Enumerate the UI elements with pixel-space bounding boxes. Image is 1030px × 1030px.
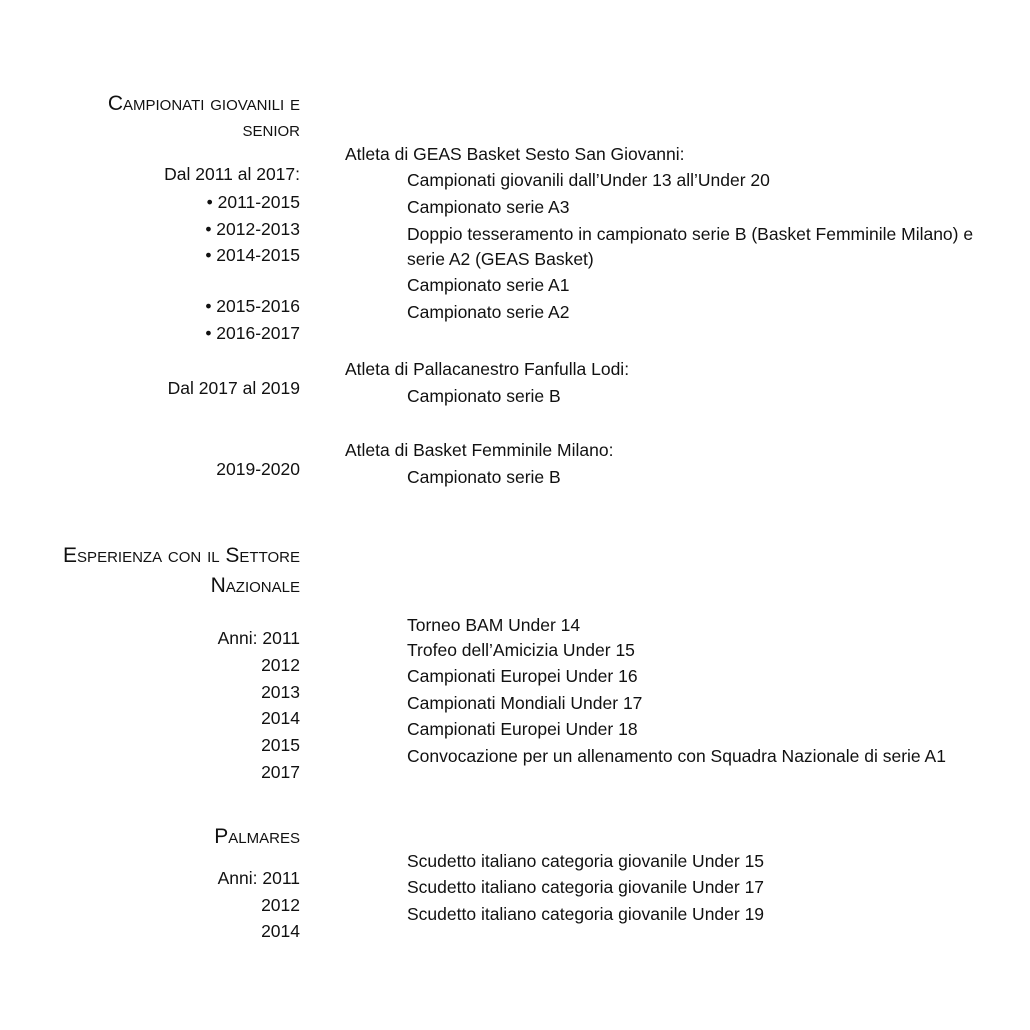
list-item: Scudetto italiano categoria giovanile Under 17 — [407, 877, 765, 897]
club-title: Atleta di GEAS Basket Sesto San Giovanni: — [345, 144, 685, 164]
list-item: Campionati giovanili dall’Under 13 all’Under 20 — [407, 170, 770, 190]
list-item: serie A2 (GEAS Basket) — [407, 249, 594, 269]
list-item: Convocazione per un allenamento con Squadra Nazionale di serie A1 — [407, 746, 946, 766]
section-heading-campionati: Campionati giovanili e — [107, 92, 300, 115]
club-title: Atleta di Basket Femminile Milano: — [345, 440, 614, 460]
list-item: Scudetto italiano categoria giovanile Under 15 — [407, 851, 765, 871]
section-heading-campionati-line2: senior — [242, 118, 300, 141]
list-item: Campionato serie A2 — [407, 302, 570, 322]
date-label: • 2016-2017 — [205, 323, 300, 343]
date-label: • 2011-2015 — [206, 192, 300, 212]
date-label: Dal 2017 al 2019 — [167, 378, 300, 398]
section-heading-nazionale-line2: Nazionale — [210, 574, 300, 597]
year-label: 2015 — [261, 735, 300, 755]
list-item: Campionati Mondiali Under 17 — [407, 693, 643, 713]
year-label: 2014 — [261, 708, 300, 728]
date-label: Dal 2011 al 2017: — [164, 164, 300, 184]
date-label: • 2012-2013 — [205, 219, 300, 239]
list-item: Scudetto italiano categoria giovanile Under 19 — [407, 904, 765, 924]
list-item: Campionati Europei Under 16 — [407, 666, 638, 686]
section-heading-palmares: Palmares — [214, 825, 300, 848]
list-item: Campionati Europei Under 18 — [407, 719, 638, 739]
year-label: Anni: 2011 — [217, 628, 300, 648]
date-label: • 2015-2016 — [205, 296, 300, 316]
list-item: Doppio tesseramento in campionato serie B (Basket Femminile Milano) e — [407, 224, 974, 244]
list-item: Torneo BAM Under 14 — [407, 615, 581, 635]
year-label: Anni: 2011 — [217, 868, 300, 888]
year-label: 2012 — [261, 895, 300, 915]
date-label: • 2014-2015 — [205, 245, 300, 265]
year-label: 2014 — [261, 921, 300, 941]
club-title: Atleta di Pallacanestro Fanfulla Lodi: — [345, 359, 630, 379]
year-label: 2017 — [261, 762, 300, 782]
list-item: Campionato serie B — [407, 386, 561, 406]
list-item: Campionato serie A3 — [407, 197, 570, 217]
section-heading-nazionale: Esperienza con il Settore — [63, 544, 300, 567]
date-label: 2019-2020 — [216, 459, 300, 479]
list-item: Trofeo dell’Amicizia Under 15 — [407, 640, 635, 660]
year-label: 2012 — [261, 655, 300, 675]
year-label: 2013 — [261, 682, 300, 702]
list-item: Campionato serie B — [407, 467, 561, 487]
list-item: Campionato serie A1 — [407, 275, 570, 295]
